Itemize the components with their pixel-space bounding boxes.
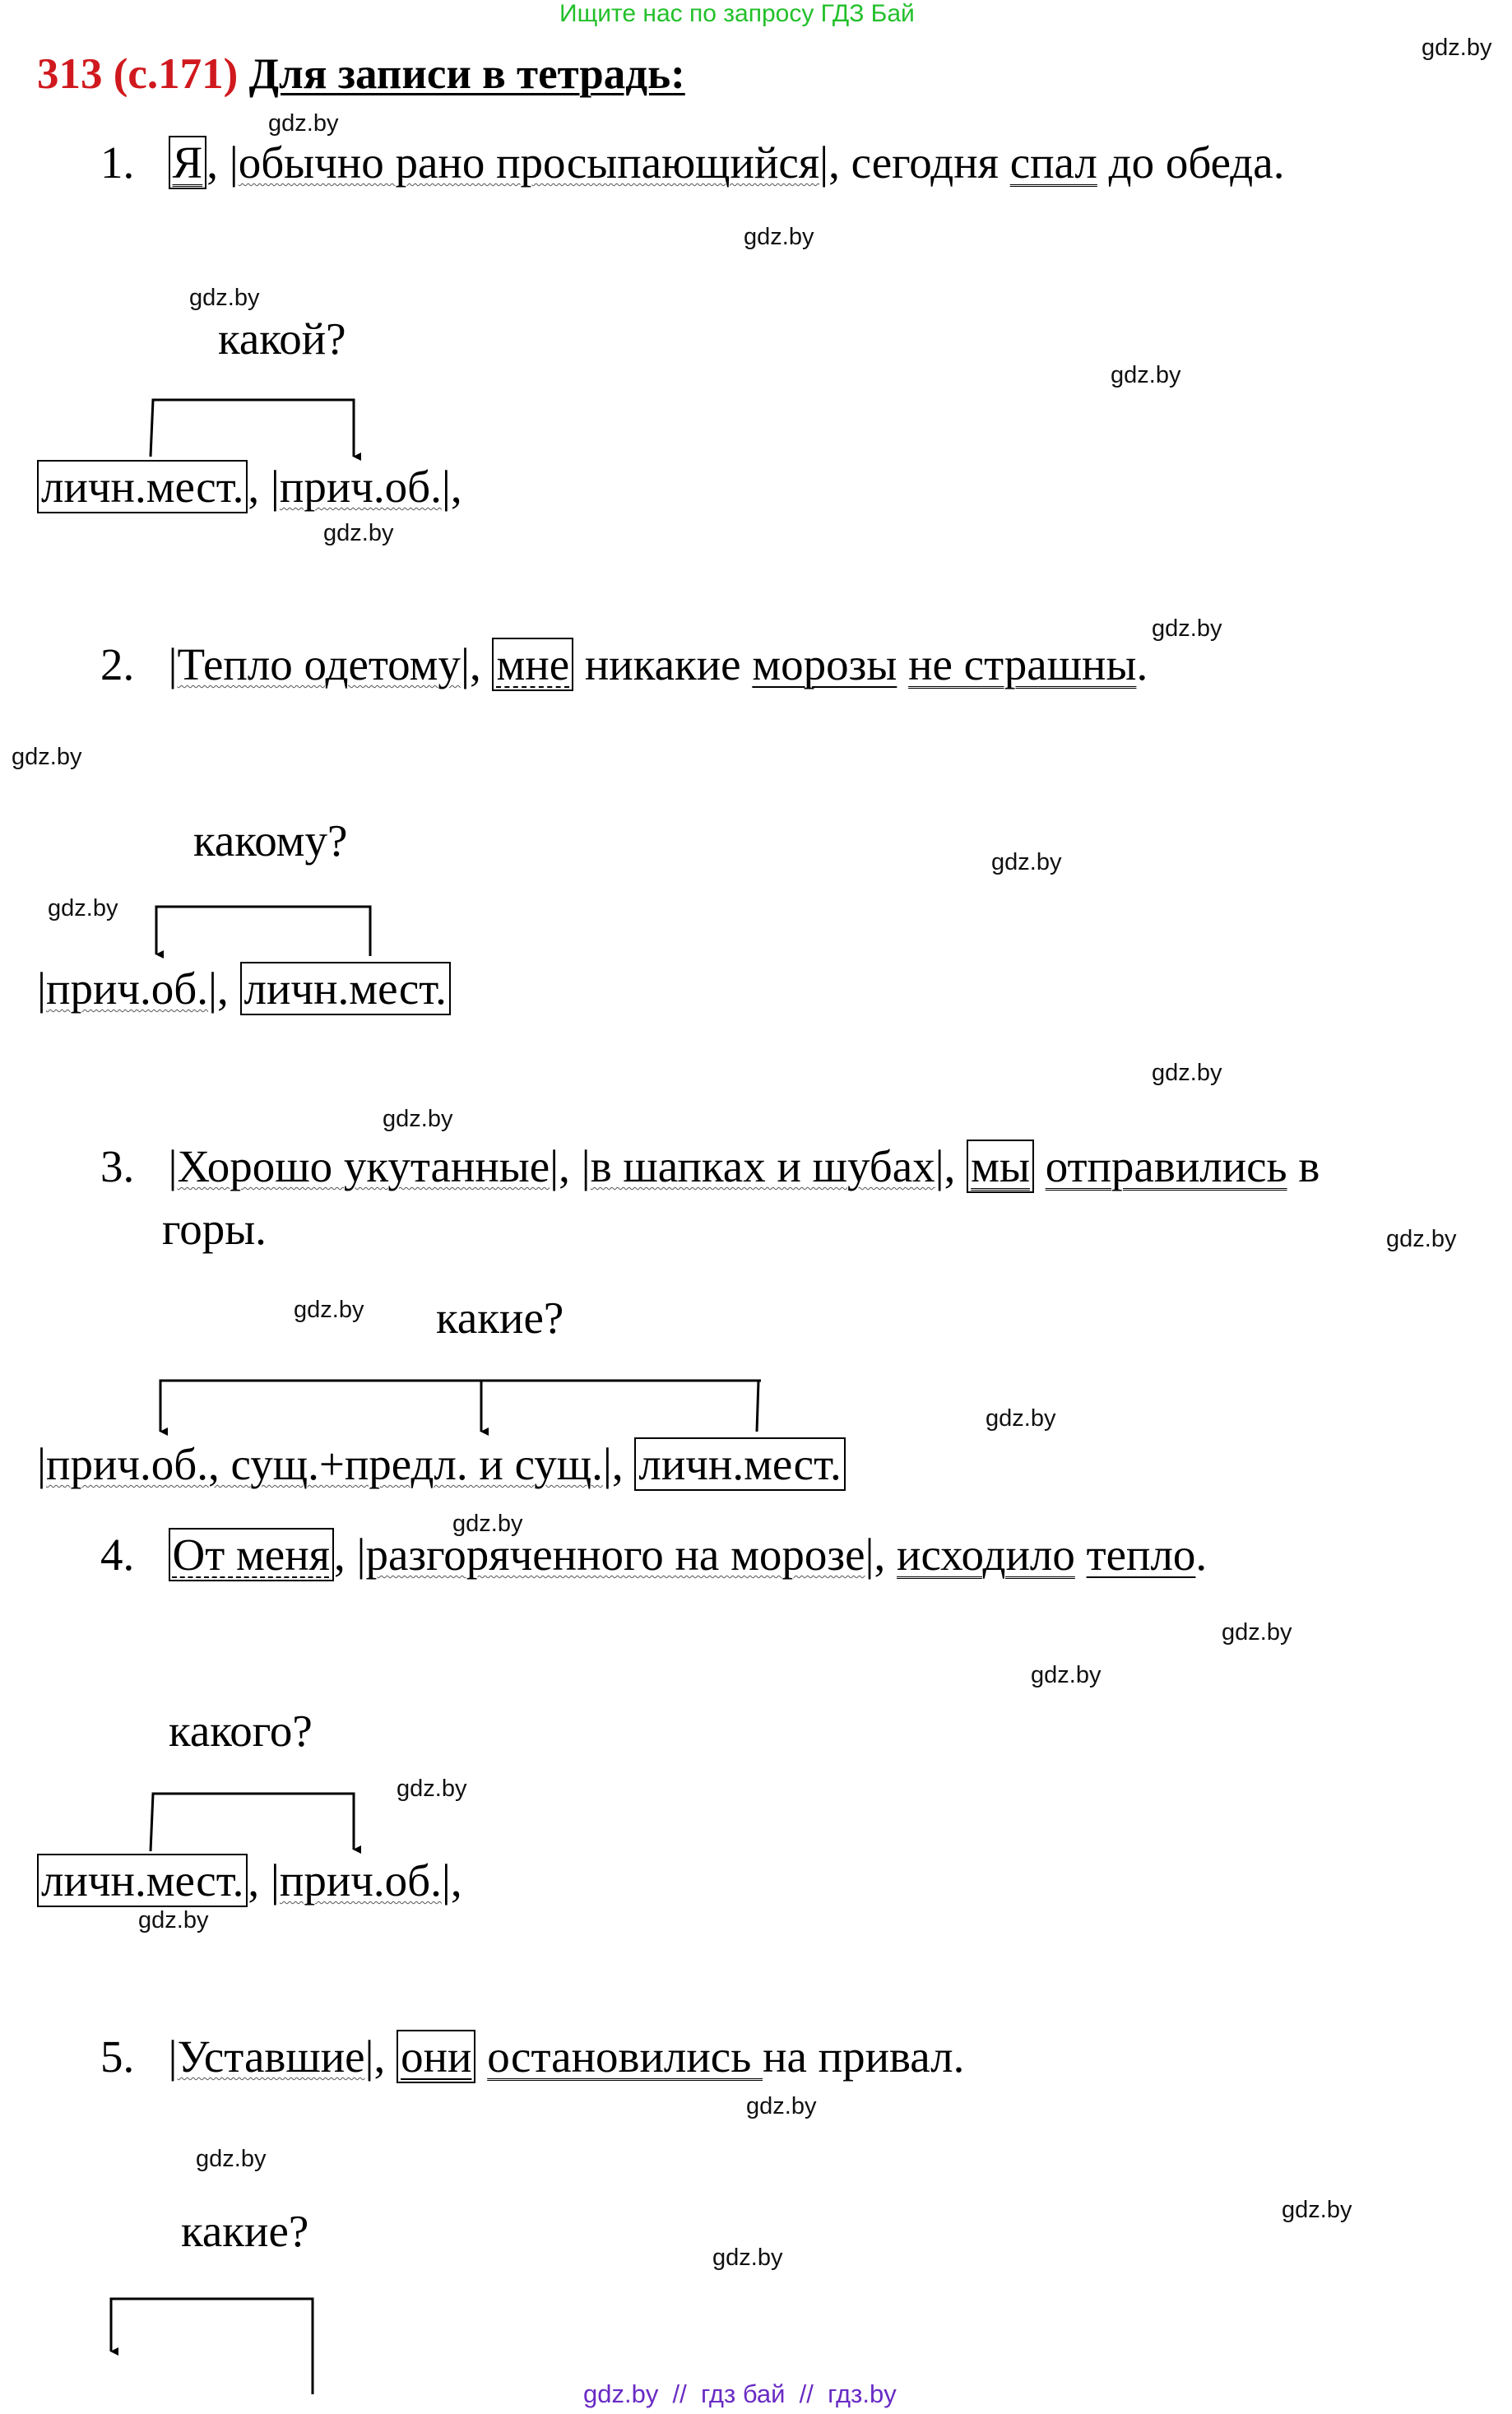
question-3: какие? [436, 1293, 564, 1343]
noun-phrase: в шапках и шубах [590, 1141, 935, 1191]
watermark: gdz.by [744, 224, 814, 250]
sentence-3: 3. |Хорошо укутанные|, |в шапках и шубах|, мы отправились в [100, 1141, 1320, 1191]
scheme-pronoun: личн.мест. [37, 1854, 248, 1907]
sentence-3-line2: горы. [162, 1204, 267, 1254]
watermark: gdz.by [196, 2146, 267, 2172]
sentence-4: 4. От меня, |разгоряченного на морозе|, исходило тепло. [100, 1530, 1208, 1580]
watermark: gdz.by [1111, 362, 1181, 388]
exercise-number: 313 (с.171) [37, 50, 239, 98]
subject: мы [967, 1140, 1034, 1193]
scheme-2-arrow [156, 907, 370, 956]
scheme-2: |прич.об.|, личн.мест. [37, 963, 451, 1014]
watermark: gdz.by [1422, 35, 1492, 61]
subject: тепло [1086, 1530, 1196, 1580]
watermark: gdz.by [294, 1297, 364, 1323]
watermark: gdz.by [397, 1776, 467, 1802]
watermark: gdz.by [268, 110, 339, 137]
predicate: исходило [897, 1530, 1075, 1580]
item-number: 1. [100, 137, 135, 188]
pronoun: мне [492, 638, 573, 691]
watermark: gdz.by [383, 1106, 453, 1132]
watermark: gdz.by [712, 2245, 783, 2271]
watermark: gdz.by [1152, 615, 1222, 642]
predicate: спал [1009, 137, 1097, 188]
scheme-3-arrow-a [160, 1381, 758, 1432]
watermark: gdz.by [1152, 1060, 1222, 1086]
scheme-pronoun: личн.мест. [240, 962, 451, 1015]
footer-links[interactable]: gdz.by // гдз бай // гдз.by [583, 2379, 897, 2408]
scheme-1: личн.мест., |прич.об.|, [37, 461, 462, 513]
predicate: отправились [1045, 1141, 1287, 1191]
watermark: gdz.by [1282, 2197, 1352, 2223]
question-4: какого? [169, 1706, 313, 1756]
scheme-3: |прич.об., сущ.+предл. и сущ.|, личн.мест. [37, 1438, 846, 1490]
predicate: остановились [487, 2031, 763, 2082]
watermark: gdz.by [1386, 1226, 1457, 1252]
watermark: gdz.by [746, 2093, 817, 2119]
scheme-4-arrow [151, 1794, 354, 1851]
sentence-5: 5. |Уставшие|, они остановились на привал. [100, 2031, 965, 2082]
participial-phrase: разгоряченного на морозе [365, 1530, 865, 1580]
sentence-1: 1. Я, |обычно рано просыпающийся|, сегодня спал до обеда. [100, 137, 1285, 188]
watermark: gdz.by [1222, 1619, 1292, 1646]
scheme-participle: прич.об., сущ.+предл. и сущ. [46, 1439, 603, 1489]
scheme-pronoun: личн.мест. [37, 460, 248, 513]
question-1: какой? [218, 313, 346, 364]
watermark: gdz.by [1031, 1662, 1102, 1688]
top-banner[interactable]: Ищите нас по запросу ГДЗ Бай [559, 0, 915, 27]
scheme-pronoun: личн.мест. [634, 1437, 845, 1491]
subject: они [397, 2030, 475, 2083]
subject: морозы [752, 639, 897, 689]
scheme-4: личн.мест., |прич.об.|, [37, 1855, 462, 1906]
item-number: 4. [100, 1530, 135, 1580]
sentence-2: 2. |Тепло одетому|, мне никакие морозы не страшны. [100, 639, 1148, 689]
item-number: 3. [100, 1141, 135, 1191]
watermark: gdz.by [452, 1511, 523, 1537]
participial-phrase: Хорошо укутанные [177, 1141, 550, 1191]
object: От меня [169, 1528, 334, 1581]
scheme-participle: прич.об. [279, 462, 442, 512]
question-2: какому? [193, 815, 348, 866]
watermark: gdz.by [991, 849, 1062, 875]
watermark: gdz.by [189, 285, 260, 311]
predicate: не страшны [908, 639, 1137, 689]
participial-phrase: Уставшие [177, 2031, 365, 2082]
exercise-heading: Для записи в тетрадь: [248, 50, 685, 98]
participial-phrase: обычно рано просыпающийся [238, 137, 820, 188]
watermark: gdz.by [12, 744, 82, 770]
watermark: gdz.by [138, 1907, 209, 1934]
watermark: gdz.by [323, 520, 394, 546]
scheme-participle: прич.об. [46, 963, 209, 1014]
scheme-1-arrow [151, 400, 354, 457]
item-number: 2. [100, 639, 135, 689]
subject: Я [169, 136, 207, 189]
question-5: какие? [181, 2206, 309, 2256]
watermark: gdz.by [48, 895, 118, 921]
scheme-participle: прич.об. [279, 1855, 442, 1906]
item-number: 5. [100, 2031, 135, 2082]
scheme-5-arrow [111, 2299, 313, 2394]
participial-phrase: Тепло одетому [177, 639, 461, 689]
watermark: gdz.by [986, 1405, 1056, 1432]
